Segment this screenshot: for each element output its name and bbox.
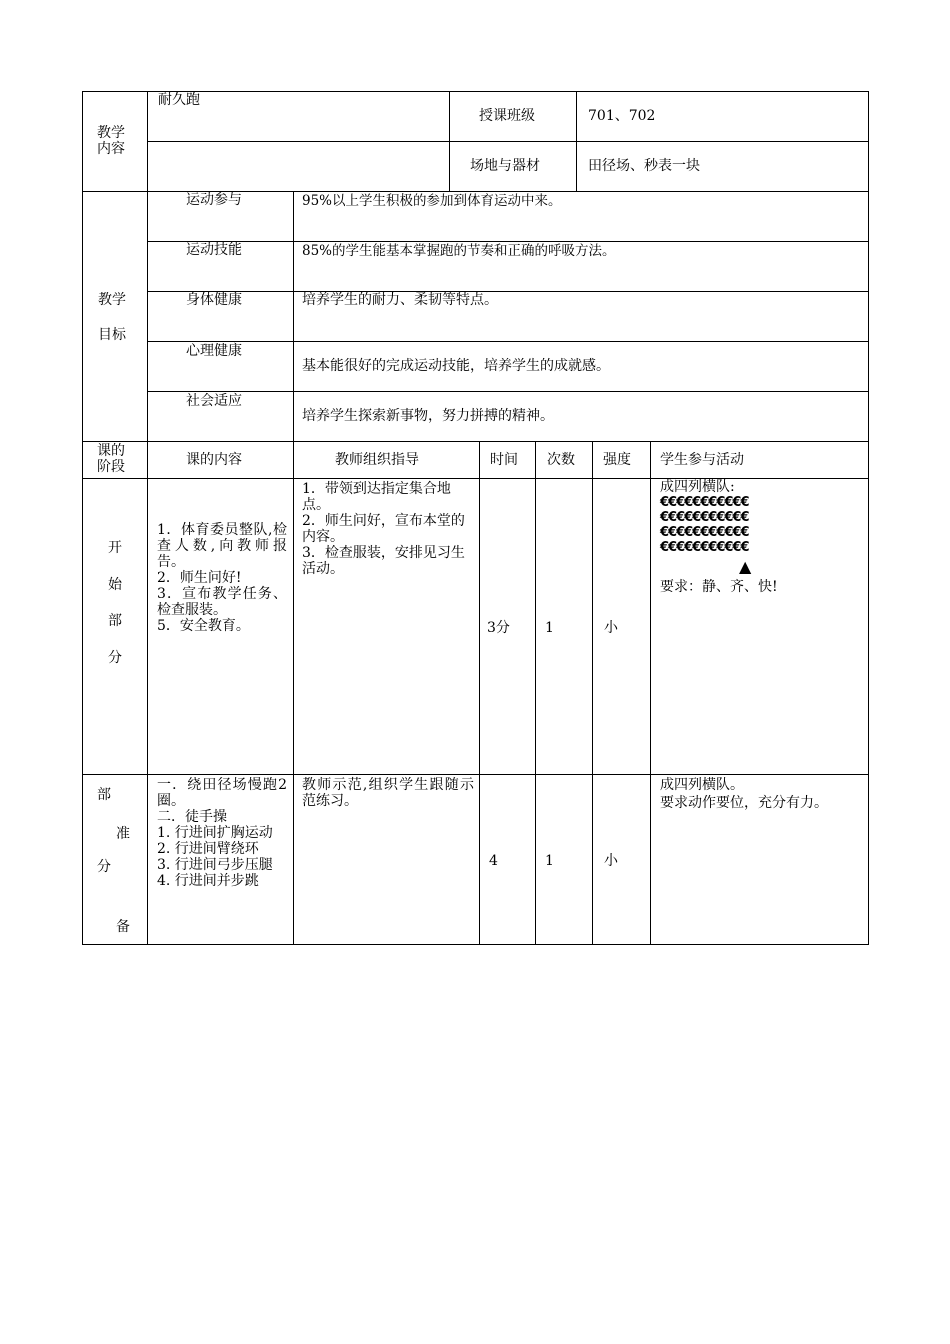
row-stage-char: 部 (97, 787, 111, 803)
content-item: 5．安全教育。 (157, 618, 250, 634)
venue-value: 田径场、秒表一块 (588, 158, 700, 174)
row-teacher: 教师示范,组织学生跟随示范练习。 (302, 777, 474, 809)
row-stage-char: 分 (97, 859, 111, 875)
content-item: 1. 行进间扩胸运动 (157, 825, 273, 841)
goal-name: 运动参与 (186, 192, 242, 208)
content-item: 1．体育委员整队,检查人数,向教师报告。 (157, 522, 287, 570)
class-value: 701、702 (588, 108, 656, 124)
row-stage-char: 备 (116, 919, 130, 935)
goal-text: 培养学生探索新事物，努力拼搏的精神。 (302, 408, 554, 424)
header-count: 次数 (547, 452, 575, 468)
teacher-item: 1．带领到达指定集合地点。 (302, 481, 451, 513)
content-item: 2．师生问好! (157, 570, 242, 586)
student-title: 成四列横队。 (660, 777, 744, 793)
content-item: 3．宣布教学任务、检查服装。 (157, 586, 287, 618)
header-stage: 课的阶段 (97, 443, 125, 475)
header-intensity: 强度 (603, 452, 631, 468)
goals-section-label: 目标 (98, 327, 126, 343)
goal-text: 基本能很好的完成运动技能，培养学生的成就感。 (302, 358, 610, 374)
header-time: 时间 (490, 452, 518, 468)
row-content (157, 777, 287, 943)
teacher-item: 3．检查服装，安排见习生活动。 (302, 545, 465, 577)
content-section-label: 教学内容 (97, 125, 125, 157)
goal-name: 身体健康 (186, 292, 242, 308)
goal-name: 心理健康 (186, 343, 242, 359)
row-content (157, 522, 287, 634)
header-student: 学生参与活动 (660, 452, 744, 468)
header-content: 课的内容 (186, 452, 242, 468)
venue-label: 场地与器材 (470, 158, 540, 174)
student-requirement: 要求：静、齐、快! (660, 579, 778, 595)
row-stage: 开始部分 (108, 540, 122, 666)
goal-text: 85%的学生能基本掌握跑的节奏和正确的呼吸方法。 (302, 243, 616, 259)
row-intensity: 小 (604, 853, 618, 869)
content-item: 二．徒手操 (157, 809, 227, 825)
goal-name: 运动技能 (186, 242, 242, 258)
formation-row: €€€€€€€€€€€ (660, 525, 749, 540)
student-title: 成四列横队: (660, 479, 735, 495)
row-count: 1 (545, 853, 554, 869)
header-teacher: 教师组织指导 (335, 452, 419, 468)
teacher-triangle-icon: ▲ (739, 557, 752, 576)
content-item: 3. 行进间弓步压腿 (157, 857, 273, 873)
formation-row: €€€€€€€€€€€ (660, 540, 749, 555)
teacher-item: 2．师生问好，宣布本堂的内容。 (302, 513, 465, 545)
formation-row: €€€€€€€€€€€ (660, 510, 749, 525)
goals-section-label: 教学 (98, 292, 126, 308)
row-intensity: 小 (604, 620, 618, 636)
content-item: 一．绕田径场慢跑2圈。 (157, 777, 287, 809)
row-time: 3分 (487, 620, 510, 636)
class-label: 授课班级 (479, 108, 535, 124)
student-requirement: 要求动作要位，充分有力。 (660, 795, 828, 811)
goal-text: 95%以上学生积极的参加到体育运动中来。 (302, 193, 562, 209)
content-item: 2. 行进间臂绕环 (157, 841, 259, 857)
row-time: 4 (489, 853, 498, 869)
row-teacher (302, 481, 472, 577)
goal-name: 社会适应 (186, 393, 242, 409)
row-stage-char: 准 (116, 826, 130, 842)
content-item: 4. 行进间并步跳 (157, 873, 259, 889)
goal-text: 培养学生的耐力、柔韧等特点。 (302, 292, 498, 308)
lesson-topic: 耐久跑 (158, 92, 200, 108)
formation-row: €€€€€€€€€€€ (660, 495, 749, 510)
row-count: 1 (545, 620, 554, 636)
